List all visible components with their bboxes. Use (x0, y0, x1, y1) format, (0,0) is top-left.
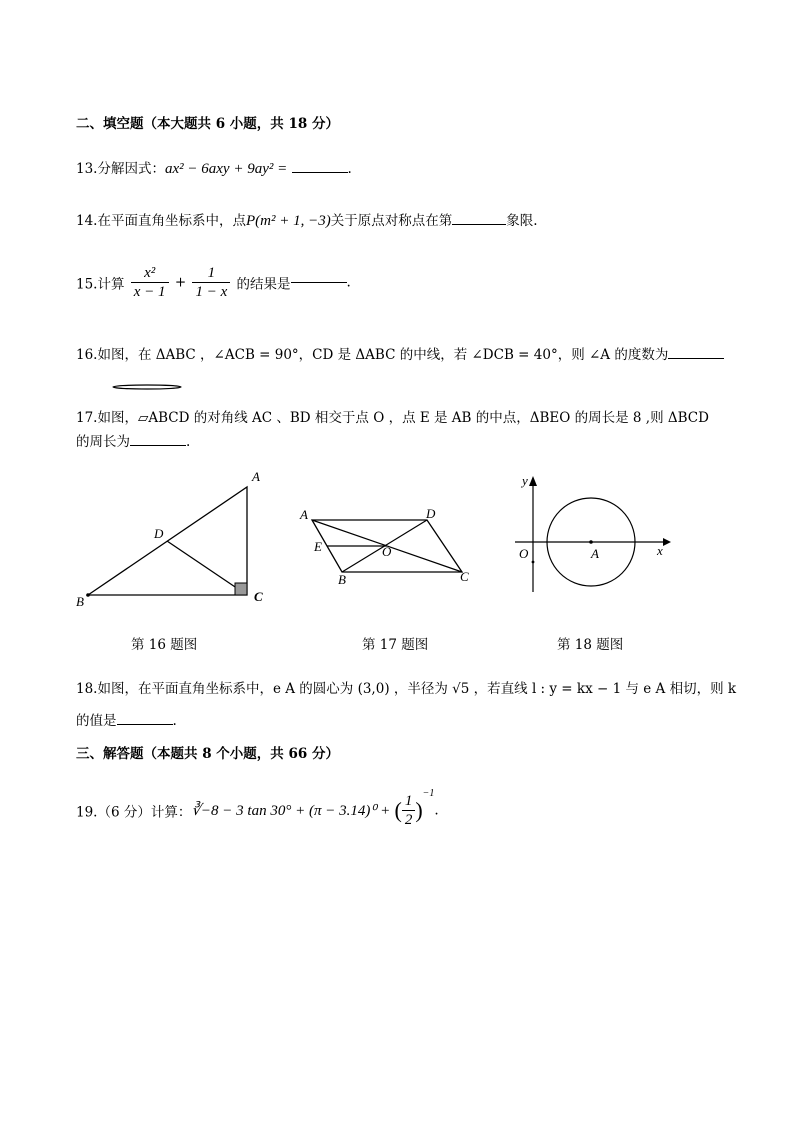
question-18-line-1: 18.如图，在平面直角坐标系中，e A 的圆心为 (3,0) ，半径为 √5 ，若直线 l : y = kx − 1 与 e A 相切，则 k (76, 681, 737, 697)
q15-end: . (346, 274, 351, 291)
q16-decoration (112, 378, 182, 383)
figure-17 (296, 500, 482, 590)
q15-f2-numerator: 1 (192, 264, 230, 283)
q15-f1-numerator: x² (131, 264, 169, 283)
fig18-label-y: y (522, 473, 528, 488)
q15-fraction-2 (192, 264, 230, 301)
q19-f-numerator: 1 (402, 792, 416, 811)
figure-18 (505, 466, 685, 600)
question-17-line-1: 17.如图，▱ABCD 的对角线 AC 、BD 相交于点 O ，点 E 是 AB 的中点，ΔBEO 的周长是 8 ,则 ΔBCD (76, 410, 709, 426)
fig18-label-x: x (657, 543, 663, 558)
q14-prefix: 14.在平面直角坐标系中，点 (76, 213, 246, 229)
figure-16 (70, 466, 280, 616)
question-16 (76, 343, 724, 363)
q15-fraction-1 (131, 264, 169, 301)
fig17-label-d: D (426, 506, 436, 521)
q15-f1-denominator: x − 1 (133, 284, 166, 300)
q19-expression: ∛−8 − 3 tan 30° + (π − 3.14)⁰ + (191, 803, 391, 819)
question-19: 19.（6 分）计算：∛−8 − 3 tan 30° + (π − 3.14)⁰ + ( $\frac{1}{2}$ )$^{-1}$. (76, 788, 439, 828)
q17-end: . (186, 434, 191, 450)
section-3-title: 三、解答题（本题共 8 个小题，共 66 分） (76, 746, 339, 762)
fig18-label-a: A (591, 546, 599, 561)
question-13 (76, 157, 352, 178)
q19-prefix: 19.（6 分）计算： (76, 804, 192, 821)
q18-answer-blank[interactable] (117, 724, 173, 725)
q13-expression: ax² − 6axy + 9ay² = (164, 161, 288, 177)
fig16-label-a: A (252, 469, 260, 484)
fig18-caption: 第 18 题图 (557, 637, 624, 653)
q13-prefix: 13.分解因式： (76, 161, 165, 177)
fig16-right-angle-mark (235, 583, 247, 595)
q15-suffix: 的结果是 (236, 276, 291, 293)
section-2-title: 二、填空题（本大题共 6 小题，共 18 分） (76, 116, 339, 132)
fig18-label-o: O (519, 546, 529, 561)
question-17-line-2 (76, 430, 190, 450)
fig18-x-arrow (663, 538, 671, 546)
fig16-label-d: D (154, 526, 164, 541)
q18-end: . (172, 713, 177, 729)
q14-mid: 关于原点对称点在第 (330, 213, 453, 229)
q15-answer-blank[interactable] (291, 282, 347, 283)
fig17-caption: 第 17 题图 (362, 637, 429, 653)
q15-plus: + (174, 274, 187, 291)
fig17-label-a: A (300, 507, 308, 522)
q15-f2-denominator: 1 − x (195, 284, 228, 300)
question-14 (76, 209, 538, 230)
fig16-label-b: B (76, 594, 84, 609)
q17-answer-blank[interactable] (130, 445, 186, 446)
q16-text: 16.如图，在 ΔABC ，∠ACB = 90°，CD 是 ΔABC 的中线，若 ∠DCB = 40°，则 ∠A 的度数为 (76, 347, 669, 363)
q19-end: . (434, 802, 439, 819)
q14-answer-blank[interactable] (452, 224, 506, 225)
q14-suffix: 象限. (506, 213, 538, 229)
fig17-label-e: E (314, 539, 322, 554)
fig18-y-arrow (529, 476, 537, 486)
fig16-label-c: C (254, 589, 263, 604)
q13-answer-blank[interactable] (292, 172, 348, 173)
q19-fraction (402, 792, 416, 829)
fig17-label-o: O (382, 544, 392, 559)
q15-prefix: 15.计算 (76, 276, 125, 293)
q14-point: P(m² + 1, −3) (245, 213, 331, 229)
q18-line2-text: 的值是 (76, 713, 117, 729)
q17-line2-text: 的周长为 (76, 434, 130, 450)
q13-end: . (347, 161, 352, 177)
fig17-label-c: C (460, 569, 469, 584)
q19-f-denominator: 2 (404, 812, 413, 828)
q16-answer-blank[interactable] (668, 358, 724, 359)
fig16-caption: 第 16 题图 (131, 637, 198, 653)
question-15 (76, 264, 351, 301)
question-18-line-2 (76, 709, 177, 729)
fig17-label-b: B (338, 572, 346, 587)
q19-exponent: −1 (422, 788, 435, 799)
